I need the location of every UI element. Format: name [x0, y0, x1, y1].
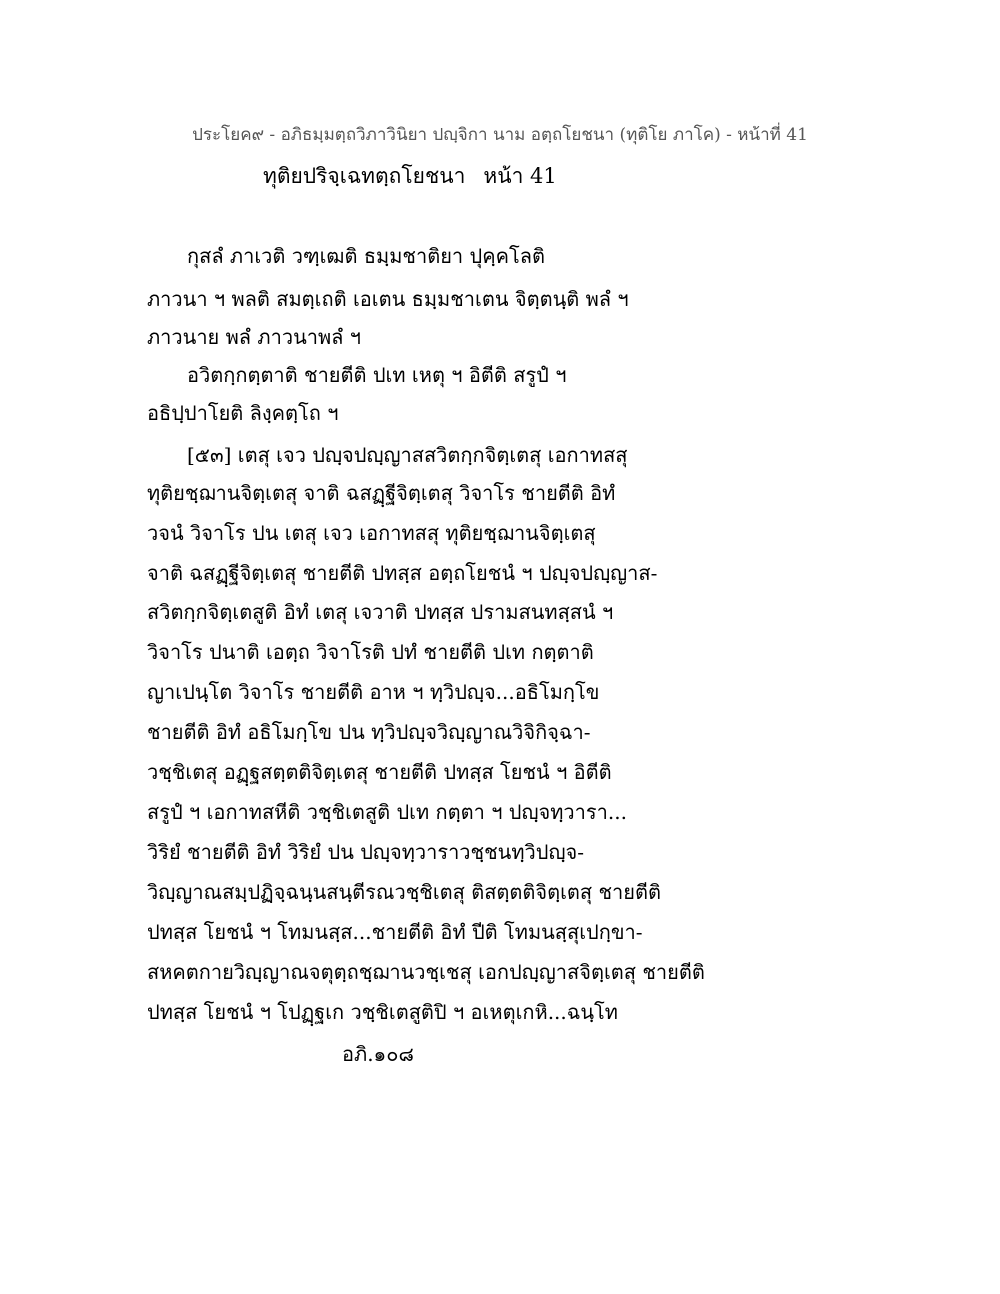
- section-page-label: หน้า 41: [483, 164, 557, 188]
- body-line-6: [๕๓] เตสุ เจว ปญฺจปญฺญาสสวิตกฺกจิตฺเตสุ เอกาทสสุ: [187, 443, 628, 467]
- body-line-9: จาติ ฉสฏฺฐีจิตฺเตสุ ชายตีติ ปทสฺส อตฺถโยชนํ ฯ ปญฺจปญฺญาส-: [147, 561, 658, 585]
- body-line-5: อธิปฺปาโยติ ลิงฺคตฺโถ ฯ: [147, 401, 339, 425]
- body-line-12: ญาเปนฺโต วิจาโร ชายตีติ อาห ฯ ทฺวิปญฺจ...อธิโมกฺโข: [147, 680, 600, 704]
- body-line-1: กุสลํ ภาเวติ วฑฺเฒติ ธมฺมชาติยา ปุคฺคโลติ: [187, 244, 545, 268]
- body-line-4: อวิตกฺกตฺตาติ ชายตีติ ปเท เหตุ ฯ อิตีติ สรูปํ ฯ: [187, 363, 567, 387]
- section-title-text: ทุติยปริจฺเฉทตฺถโยชนา: [263, 164, 466, 188]
- body-line-13: ชายตีติ อิทํ อธิโมกฺโข ปน ทฺวิปญฺจวิญฺญาณวิจิกิจฺฉา-: [147, 720, 591, 744]
- body-line-11: วิจาโร ปนาติ เอตฺถ วิจาโรติ ปทํ ชายตีติ ปเท กตฺตาติ: [147, 640, 594, 664]
- body-line-3: ภาวนาย พลํ ภาวนาพลํ ฯ: [147, 325, 361, 349]
- section-heading: [263, 160, 557, 193]
- body-line-17: วิญฺญาณสมฺปฏิจฺฉนฺนสนฺตีรณวชฺชิเตสุ ติสตฺตติจิตฺเตสุ ชายตีติ: [147, 880, 661, 904]
- body-line-20: ปทสฺส โยชนํ ฯ โปฏฺฐเก วชฺชิเตสูติปิ ฯ อเหตุเกหิ...ฉนฺโท: [147, 1000, 618, 1024]
- body-line-8: วจนํ วิจาโร ปน เตสุ เจว เอกาทสสุ ทุติยชฺฌานจิตฺเตสุ: [147, 521, 596, 545]
- body-line-19: สหคตกายวิญฺญาณจตุตฺถชฺฌานวชฺเชสุ เอกปญฺญาสจิตฺเตสุ ชายตีติ: [147, 960, 705, 984]
- footnote-reference: อภิ.๑๐๘: [342, 1042, 414, 1066]
- running-header: ประโยค๙ - อภิธมฺมตฺถวิภาวินิยา ปญฺจิกา นาม อตฺถโยชนา (ทุติโย ภาโค) - หน้าที่ 41: [192, 125, 808, 145]
- body-line-14: วชฺชิเตสุ อฏฺฐสตฺตติจิตฺเตสุ ชายตีติ ปทสฺส โยชนํ ฯ อิตีติ: [147, 760, 612, 784]
- body-line-2: ภาวนา ฯ พลติ สมตฺเถติ เอเตน ธมฺมชาเตน จิตฺตนฺติ พลํ ฯ: [147, 287, 629, 311]
- body-line-15: สรูปํ ฯ เอกาทสหีติ วชฺชิเตสูติ ปเท กตฺตา ฯ ปญฺจทฺวารา...: [147, 800, 627, 824]
- body-line-16: วิริยํ ชายตีติ อิทํ วิริยํ ปน ปญฺจทฺวาราวชฺชนทฺวิปญฺจ-: [147, 840, 584, 864]
- body-line-18: ปทสฺส โยชนํ ฯ โทมนสฺส...ชายตีติ อิทํ ปีติ โทมนสฺสุเปกฺขา-: [147, 920, 643, 944]
- body-line-10: สวิตกฺกจิตฺเตสูติ อิทํ เตสุ เจวาติ ปทสฺส ปรามสนทสฺสนํ ฯ: [147, 600, 614, 624]
- body-line-7: ทุติยชฺฌานจิตฺเตสุ จาติ ฉสฏฺฐีจิตฺเตสุ วิจาโร ชายตีติ อิทํ: [147, 481, 616, 505]
